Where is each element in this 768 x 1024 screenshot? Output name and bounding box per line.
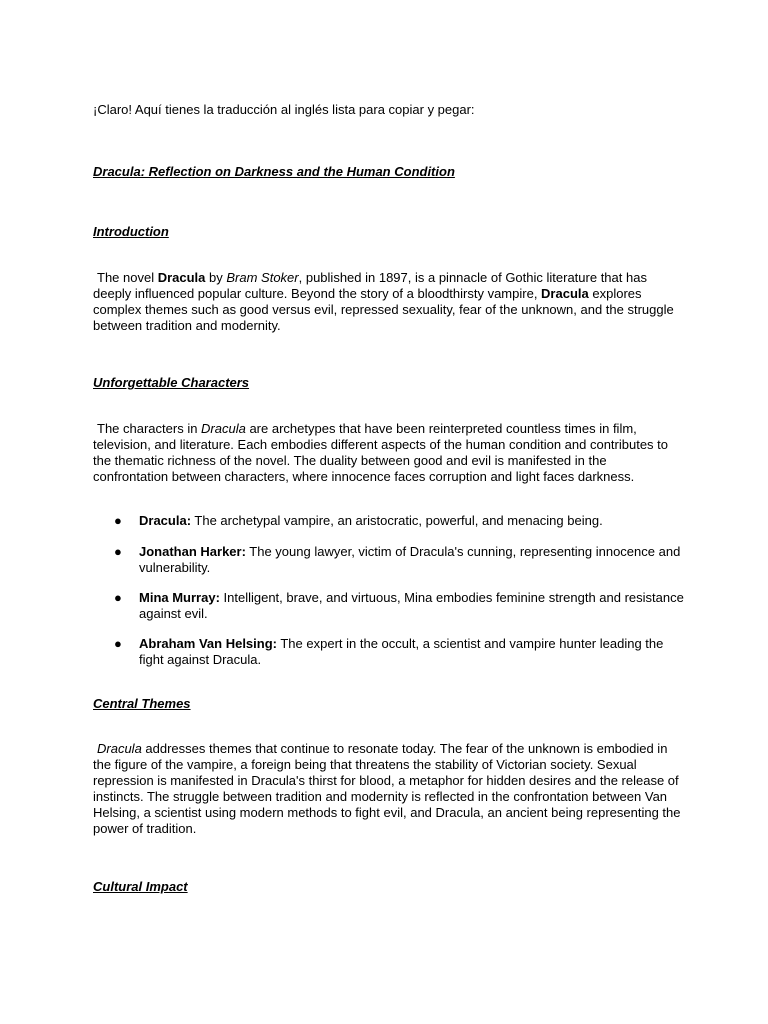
character-name: Dracula: (139, 513, 192, 528)
document-title: Dracula: Reflection on Darkness and the Human Condition (93, 164, 455, 179)
bullet-icon: ● (114, 636, 122, 651)
character-description: The young lawyer, victim of Dracula's cunning, representing innocence and vulnerability. (139, 544, 681, 575)
character-description: Intelligent, brave, and virtuous, Mina embodies feminine strength and resistance against evil. (139, 590, 684, 621)
heading-central-themes: Central Themes (93, 696, 191, 711)
bullet-icon: ● (114, 590, 122, 605)
character-description: The expert in the occult, a scientist and vampire hunter leading the fight against Dracula. (139, 636, 664, 667)
heading-characters: Unforgettable Characters (93, 375, 250, 390)
character-name: Abraham Van Helsing: (139, 636, 277, 651)
paragraph-introduction: The novel Dracula by Bram Stoker, published in 1897, is a pinnacle of Gothic literature that has deeply influenced popular culture. Beyond the story of a bloodthirsty vampire, Dracula explores complex themes such as good versus evil, repressed sexuality, fear of the unknown, and the struggle between tradition and modernity. (93, 270, 674, 333)
novel-title-bold: Dracula (541, 286, 589, 301)
novel-title-italic: Dracula (201, 421, 246, 436)
novel-title-bold: Dracula (157, 270, 206, 285)
paragraph-central-themes: Dracula addresses themes that continue to resonate today. The fear of the unknown is embodied in the figure of the vampire, a foreign being that threatens the stability of Victorian society. Sexual repression is manifested in Dracula's thirst for blood, a metaphor for hidden desires and the release of instincts. The struggle between tradition and modernity is reflected in the confrontation between Van Helsing, a scientist using modern methods to fight evil, and Dracula, an ancient being representing the power of tradition. (93, 741, 681, 836)
bullet-icon: ● (114, 513, 122, 528)
paragraph-characters: The characters in Dracula are archetypes that have been reinterpreted countless times in film, television, and literature. Each embodies different aspects of the human condition and contributes to the thematic richness of the novel. The duality between good and evil is manifested in the confrontation between characters, where innocence faces corruption and light faces darkness. (93, 421, 669, 484)
heading-cultural-impact: Cultural Impact (93, 879, 188, 894)
novel-title-italic: Dracula (97, 741, 142, 756)
character-name: Mina Murray: (139, 590, 220, 605)
character-description: The archetypal vampire, an aristocratic, powerful, and menacing being. (191, 513, 603, 528)
heading-introduction: Introduction (93, 224, 169, 239)
preface-text: ¡Claro! Aquí tienes la traducción al inglés lista para copiar y pegar: (93, 102, 475, 117)
character-name: Jonathan Harker: (139, 544, 246, 559)
author-name: Bram Stoker (226, 270, 299, 285)
bullet-icon: ● (114, 544, 122, 559)
